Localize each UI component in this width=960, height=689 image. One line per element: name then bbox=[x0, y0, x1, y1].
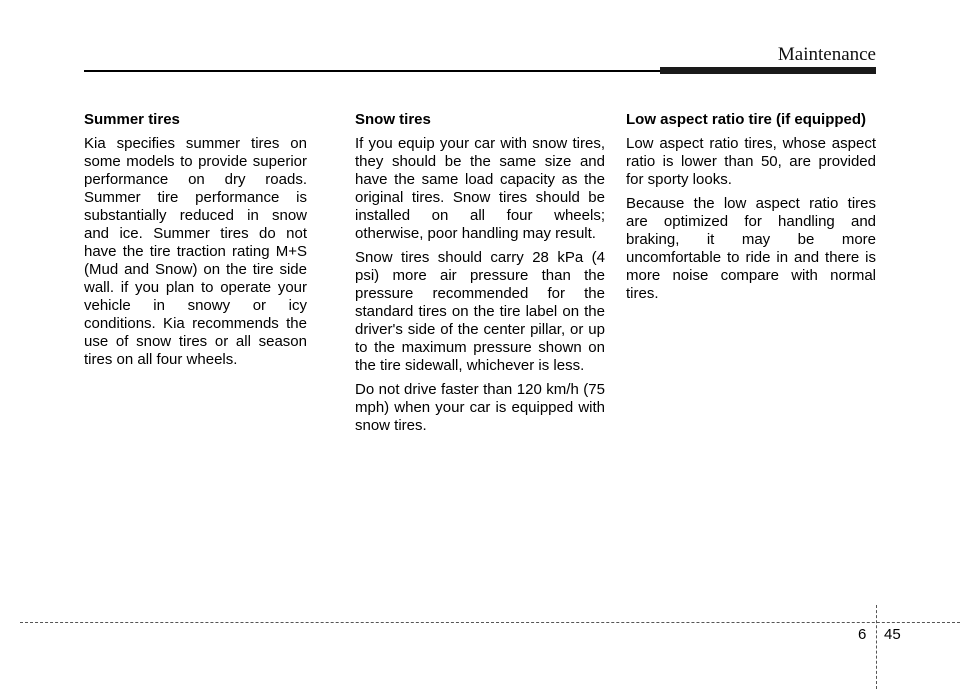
paragraph: Snow tires should carry 28 kPa (4 psi) more air pressure than the pressure recommended for the standard tires on the tire label on the driver's side of the center pillar, or up to the maximum pressure shown on the tire sidewall, whichever is less. bbox=[355, 249, 605, 374]
chapter-number: 6 bbox=[858, 626, 867, 643]
paragraph: Do not drive faster than 120 km/h (75 mph) when your car is equipped with snow tires. bbox=[355, 381, 605, 434]
header-rule bbox=[84, 70, 660, 72]
footer-vertical-divider bbox=[876, 605, 877, 689]
heading-low-aspect-ratio: Low aspect ratio tire (if equipped) bbox=[626, 111, 867, 128]
paragraph: Low aspect ratio tires, whose aspect ratio is lower than 50, are provided for sporty looks. bbox=[626, 135, 876, 188]
heading-summer-tires: Summer tires bbox=[84, 111, 180, 128]
paragraph: Because the low aspect ratio tires are optimized for handling and braking, it may be more uncomfortable to ride in and there is more noise compare with normal tires. bbox=[626, 195, 876, 302]
section-title: Maintenance bbox=[777, 44, 876, 65]
page-number: 45 bbox=[884, 626, 901, 643]
column-snow-tires bbox=[355, 111, 605, 441]
header-rule-accent bbox=[660, 67, 876, 74]
footer-divider bbox=[20, 622, 960, 623]
paragraph: Kia specifies summer tires on some models to provide superior performance on dry roads. Summer tire performance is substantially reduced in snow and ice. Summer tires do not have the tire traction rating M+S (Mud and Snow) on the tire side wall. if you plan to operate your vehicle in snowy or icy conditions. Kia recommends the use of snow tires or all season tires on all four wheels. bbox=[84, 135, 307, 368]
column-low-aspect-ratio bbox=[626, 111, 876, 309]
paragraph: If you equip your car with snow tires, they should be the same size and have the same load capacity as the original tires. Snow tires should be installed on all four wheels; otherwise, poor handling may result. bbox=[355, 135, 605, 242]
heading-snow-tires: Snow tires bbox=[355, 111, 431, 128]
column-summer-tires bbox=[84, 111, 307, 375]
